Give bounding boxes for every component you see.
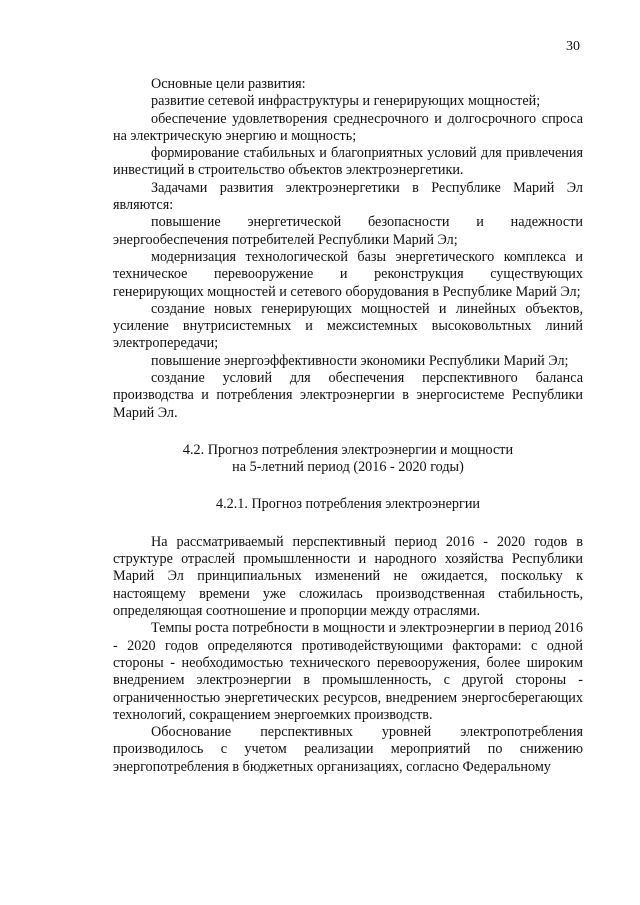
task-item: повышение энергетической безопасности и надежности энергообеспечения потребителей Республики Марий Эл; [113, 214, 583, 248]
tasks-intro: Задачами развития электроэнергетики в Республике Марий Эл являются: [113, 179, 583, 214]
body-paragraph: На рассматриваемый перспективный период 2016 - 2020 годов в структуре отраслей промышленности и народного хозяйства Республики Марий Эл принципиальных изменений не ожидается, поскольку к настоящему времени уже сложилась производственная стабильность, определяющая соотношение и пропорции между отраслями. [113, 533, 583, 620]
subsection-heading: 4.2.1. Прогноз потребления электроэнергии [215, 495, 481, 512]
section-heading-line: на 5-летний период (2016 - 2020 годы) [232, 459, 464, 476]
section-heading [113, 442, 583, 477]
section-heading-line: 4.2. Прогноз потребления электроэнергии и мощности [182, 441, 514, 458]
task-item: повышение энергоэффективности экономики Республики Марий Эл; [151, 352, 569, 369]
task-item: создание новых генерирующих мощностей и линейных объектов, усиление внутрисистемных и межсистемных высоковольтных линий электропередачи; [113, 300, 583, 352]
goal-item: формирование стабильных и благоприятных условий для привлечения инвестиций в строительство объектов электроэнергетики. [113, 145, 583, 179]
page-number: 30 [566, 39, 580, 54]
body-paragraph: Обоснование перспективных уровней электропотребления производилось с учетом реализации мероприятий по снижению энергопотребления в бюджетных организациях, согласно Федеральному [113, 724, 583, 775]
task-item: модернизация технологической базы энергетического комплекса и техническое перевооружение и реконструкция существующих генерирующих мощностей и сетевого оборудования в Республике Марий Эл; [113, 248, 583, 300]
body-paragraph: Темпы роста потребности в мощности и электроэнергии в период 2016 - 2020 годов определяются противодействующими факторами: с одной стороны - необходимостью технического перевооружения, более широким внедрением электроэнергии в промышленность, с другой стороны - ограниченностью энергетических ресурсов, внедрением энергосберегающих технологий, сокращением энергоемких производств. [113, 620, 583, 723]
goal-item: развитие сетевой инфраструктуры и генерирующих мощностей; [151, 93, 541, 110]
task-item: создание условий для обеспечения перспективного баланса производства и потребления электроэнергии в энергосистеме Республики Марий Эл. [113, 370, 583, 421]
goal-item: обеспечение удовлетворения среднесрочного и долгосрочного спроса на электрическую энергию и мощность; [113, 110, 583, 144]
document-body [113, 76, 583, 776]
goals-intro: Основные цели развития: [151, 76, 306, 92]
